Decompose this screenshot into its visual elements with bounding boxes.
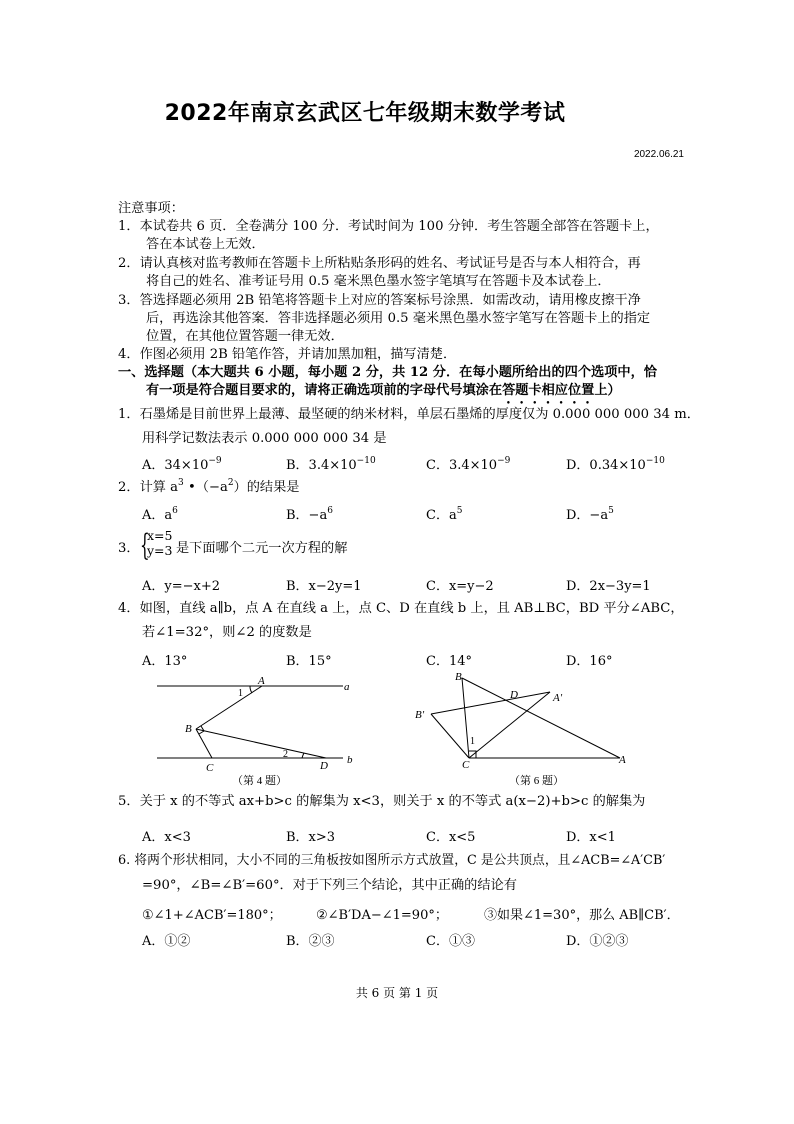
q3-eq-y: y=3 xyxy=(147,543,173,558)
q2-c-text: C．a xyxy=(426,508,457,523)
note-3c: 位置，在其他位置答题一律无效． xyxy=(146,329,344,344)
section1-text-2: 上） xyxy=(594,383,621,398)
note-1a: 1．本试卷共 6 页．全卷满分 100 分．考试时间为 100 分钟．考生答题全部答在答题卡上， xyxy=(118,219,659,234)
q3-system xyxy=(147,528,173,558)
q5-option-b: B．x>3 xyxy=(286,830,336,845)
q2-c-exp: 5 xyxy=(456,506,463,516)
q3-option-b: B．x−2y=1 xyxy=(286,579,362,594)
fig4-segment-bc xyxy=(196,729,212,758)
q2-d-text: D．−a xyxy=(566,508,609,523)
note-4: 4．作图必须用 2B 铅笔作答，并请加黑加粗，描写清楚． xyxy=(118,347,457,362)
fig4-label-B: B xyxy=(185,723,192,735)
fig6-caption: （第 6 题） xyxy=(509,775,564,787)
page-footer: 共 6 页 第 1 页 xyxy=(355,986,439,1000)
fig4-angle2-arc xyxy=(302,753,304,758)
section1-heading-2 xyxy=(146,382,621,407)
q1-c-text: C．3.4×10 xyxy=(426,458,498,473)
q4-options xyxy=(142,650,612,669)
note-2b: 将自己的姓名、准考证号用 0.5 毫米黑色墨水签字笔填写在答题卡及本试卷上． xyxy=(146,274,611,289)
fig6-segment-b2a2 xyxy=(431,692,550,714)
q2-a-text: A．a xyxy=(142,508,173,523)
fig6-label-C: C xyxy=(462,759,470,771)
q4-option-d: D．16° xyxy=(566,654,613,669)
q1-d-exp: −10 xyxy=(645,456,665,466)
q3-option-c: C．x=y−2 xyxy=(426,579,494,594)
q1-a-exp: −9 xyxy=(208,456,222,466)
q2-exp2: 2 xyxy=(227,478,234,488)
q6-statements xyxy=(142,904,680,923)
fig4-label-C: C xyxy=(206,762,214,774)
fig4-angle1-arc xyxy=(250,686,252,693)
fig6-segment-ba xyxy=(462,678,620,758)
q5-stem: 5．关于 x 的不等式 ax+b>c 的解集为 x<3，则关于 x 的不等式 a(x−2)+b>c 的解集为 xyxy=(118,794,646,809)
fig6-label-D: D xyxy=(510,689,518,701)
q2-option-d xyxy=(566,504,614,523)
section1-text-1: 有一项是符合题目要求的，请将正确选项前的字母代号填涂在 xyxy=(146,383,503,398)
fig4-segment-bd xyxy=(196,729,326,758)
q1-option-c xyxy=(426,454,566,473)
q6-option-c: C．①③ xyxy=(426,934,475,949)
fig4-caption: （第 4 题） xyxy=(232,775,287,787)
q6-statement-3: ③如果∠1=30°，那么 AB∥CB′． xyxy=(484,908,680,923)
section1-emphasis: 答题卡相应位置 xyxy=(502,383,595,398)
q3-brace: { xyxy=(140,528,150,563)
q4-option-b: B．15° xyxy=(286,654,332,669)
q6-option-d: D．①②③ xyxy=(566,934,629,949)
notes-header: 注意事项： xyxy=(118,201,184,216)
fig4-label-b: b xyxy=(347,754,353,766)
note-3a: 3．答选择题必须用 2B 铅笔将答题卡上对应的答案标号涂黑．如需改动，请用橡皮擦干净 xyxy=(118,293,641,308)
q1-b-exp: −10 xyxy=(356,456,376,466)
q6-statement-2: ②∠B′DA−∠1=90°； xyxy=(316,908,448,923)
q2-mid: •（−a xyxy=(183,480,228,495)
q1-options xyxy=(142,454,665,473)
figure-q6 xyxy=(405,670,635,790)
fig6-label-B: B xyxy=(455,671,462,683)
q6-statement-1: ①∠1+∠ACB′=180°； xyxy=(142,908,282,923)
q2-option-a xyxy=(142,504,286,523)
fig6-label-A: A xyxy=(619,754,626,766)
fig6-angle-1: 1 xyxy=(470,736,475,747)
q2-post: ）的结果是 xyxy=(233,480,300,495)
fig4-angle-1: 1 xyxy=(238,688,243,699)
q2-a-exp: 6 xyxy=(172,506,178,516)
q3-options xyxy=(142,575,651,594)
q3-stem: 是下面哪个二元一次方程的解 xyxy=(176,541,348,556)
fig6-label-A-prime: A′ xyxy=(553,692,563,704)
fig4-label-A: A xyxy=(258,675,265,687)
q2-b-exp: 6 xyxy=(327,506,333,516)
fig4-label-D: D xyxy=(320,760,328,772)
fig4-angle-2: 2 xyxy=(283,749,288,760)
q1-stem-2: 用科学记数法表示 0.000 000 000 34 是 xyxy=(142,431,387,446)
q4-option-a: A．13° xyxy=(142,654,188,669)
q5-option-c: C．x<5 xyxy=(426,830,476,845)
fig6-segment-b2c xyxy=(431,714,469,758)
q3-option-a: A．y=−x+2 xyxy=(142,579,221,594)
q2-b-text: B．−a xyxy=(286,508,328,523)
q6-options xyxy=(142,930,628,949)
q5-option-a: A．x<3 xyxy=(142,830,191,845)
q2-option-c xyxy=(426,504,566,523)
q2-exp1: 3 xyxy=(178,478,184,488)
q6-option-b: B．②③ xyxy=(286,934,335,949)
q1-b-text: B．3.4×10 xyxy=(286,458,357,473)
q1-a-text: A．34×10 xyxy=(142,458,209,473)
q4-stem-2: 若∠1=32°，则∠2 的度数是 xyxy=(142,625,312,640)
q1-d-text: D．0.34×10 xyxy=(566,458,646,473)
fig6-label-B-prime: B′ xyxy=(415,709,425,721)
fig6-segment-bc xyxy=(462,678,469,758)
q2-stem xyxy=(118,479,300,497)
page-title: 2022年南京玄武区七年级期末数学考试 xyxy=(164,101,566,126)
note-3b: 后，再选涂其他答案．答非选择题必须用 0.5 毫米黑色墨水签字笔写在答题卡上的指定 xyxy=(146,311,651,326)
q3-option-d: D．2x−3y=1 xyxy=(566,579,651,594)
note-1b: 答在本试卷上无效． xyxy=(146,237,265,252)
figure-q4 xyxy=(150,672,370,790)
q1-option-a xyxy=(142,454,286,473)
q2-option-b xyxy=(286,504,426,523)
q2-d-exp: 5 xyxy=(608,506,614,516)
q6-option-a: A．①② xyxy=(142,934,191,949)
q6-stem: 6. 将两个形状相同，大小不同的三角板按如图所示方式放置，C 是公共顶点，且∠ACB=∠A′CB′ xyxy=(118,853,666,868)
q1-option-b xyxy=(286,454,426,473)
exam-date: 2022.06.21 xyxy=(633,149,684,160)
section1-heading: 一、选择题（本大题共 6 小题，每小题 2 分，共 12 分．在每小题所给出的四个选项中，恰 xyxy=(118,365,657,380)
q1-stem: 1．石墨烯是目前世界上最薄、最坚硬的纳米材料，单层石墨烯的厚度仅为 0.000 000 000 34 m． xyxy=(118,407,700,422)
q5-options xyxy=(142,826,616,845)
q1-option-d xyxy=(566,454,665,473)
q4-option-c: C．14° xyxy=(426,654,472,669)
q2-options xyxy=(142,504,614,523)
note-2a: 2．请认真核对监考教师在答题卡上所粘贴条形码的姓名、考试证号是否与本人相符合，再 xyxy=(118,256,641,271)
q6-stem-2: =90°，∠B=∠B′=60°．对于下列三个结论，其中正确的结论有 xyxy=(142,878,517,893)
q3-number: 3． xyxy=(118,541,140,556)
q3-eq-x: x=5 xyxy=(147,528,173,543)
q1-c-exp: −9 xyxy=(497,456,511,466)
q4-stem: 4．如图，直线 a∥b，点 A 在直线 a 上，点 C、D 在直线 b 上，且 AB⊥BC，BD 平分∠ABC， xyxy=(118,601,684,616)
q2-pre: 2．计算 a xyxy=(118,480,179,495)
q5-option-d: D．x<1 xyxy=(566,830,616,845)
fig4-label-a: a xyxy=(344,681,350,693)
